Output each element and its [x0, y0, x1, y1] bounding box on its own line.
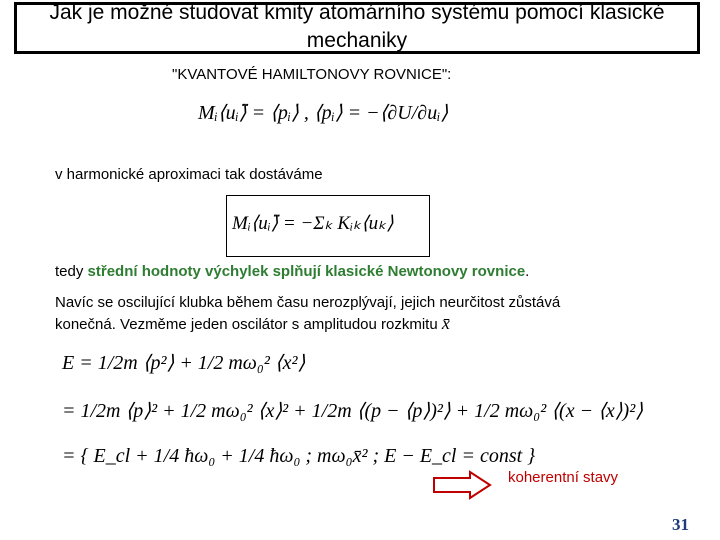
- text-newton-highlight: střední hodnoty výchylek splňují klasické Newtonovy rovnice: [87, 263, 526, 280]
- page-number: 31: [672, 515, 689, 534]
- coherent-states-label: koherentní stavy: [508, 469, 619, 486]
- text-harmonic: v harmonické aproximaci tak dostáváme: [55, 166, 323, 183]
- text-oscillator: [55, 293, 615, 335]
- slide-title-box: [14, 2, 700, 54]
- slide-title: Jak je možné studovat kmity atomárního systému pomocí klasické mechaniky: [49, 2, 665, 52]
- equation-hamilton: Mᵢ⟨uᵢ⟩̈ = ⟨pᵢ⟩̇ , ⟨pᵢ⟩̇ = −⟨∂U/∂uᵢ⟩: [198, 102, 449, 124]
- text-newton-prefix: tedy: [55, 263, 88, 280]
- equation-energy-3: = { E_cl + 1/4 ħω₀ + 1/4 ħω₀ ; mω₀x̄² ; E − E_cl = const }: [62, 445, 536, 467]
- equation-newton: Mᵢ⟨uᵢ⟩̈ = −Σₖ Kᵢₖ⟨uₖ⟩: [232, 213, 394, 234]
- arrow-right-icon: [432, 470, 492, 500]
- equation-energy-1: E = 1/2m ⟨p²⟩ + 1/2 mω₀² ⟨x²⟩: [62, 352, 306, 374]
- text-newton-suffix: .: [525, 263, 530, 280]
- amplitude-symbol: x̄: [441, 313, 450, 333]
- subtitle: "KVANTOVÉ HAMILTONOVY ROVNICE":: [172, 66, 452, 83]
- equation-energy-2: = 1/2m ⟨p⟩² + 1/2 mω₀² ⟨x⟩² + 1/2m ⟨(p − ⟨p⟩)²⟩ + 1/2 mω₀² ⟨(x − ⟨x⟩)²⟩: [62, 400, 644, 422]
- text-oscillator-body: Navíc se oscilující klubka během času nerozplývají, jejich neurčitost zůstává konečná. Vezměme jeden oscilátor s amplitudou rozkmitu: [55, 294, 561, 333]
- text-newton: [55, 262, 529, 282]
